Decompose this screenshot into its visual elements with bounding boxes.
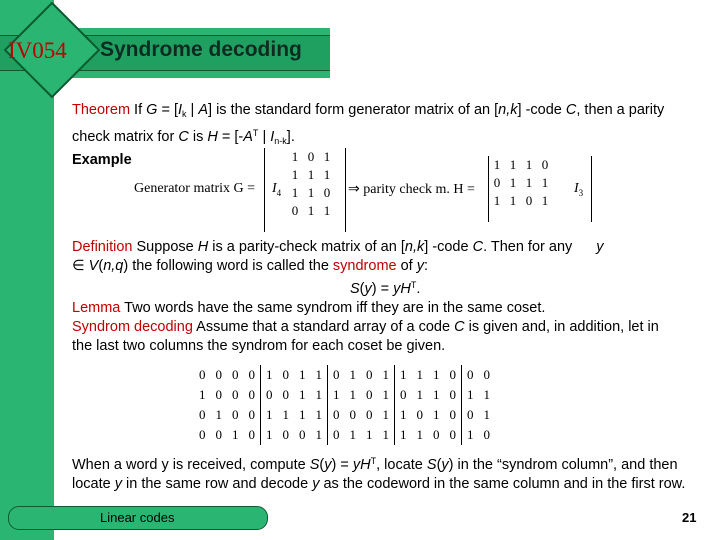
closing-paragraph: When a word y is received, compute $S(y) = yH^T$, locate S(y) in the “syndrom column”, and then locate y in the same row and decode y as the codeword in the same column and in the first row. [72,456,686,492]
array-cell: 0 [282,427,289,442]
syndrom-decoding-label: Syndrom decoding [72,319,193,335]
array-cell: 0 [215,427,222,442]
array-cell: 0 [433,427,440,442]
array-cell: 1 [215,407,222,422]
array-cell: 1 [416,367,423,382]
matrix-cell: 1 [291,149,299,164]
array-cell: 0 [366,407,373,422]
array-cell: 1 [395,405,412,425]
array-cell: 1 [433,367,440,382]
array-cell: 0 [366,367,373,382]
matrix-cell: 1 [509,175,517,190]
matrix-cell: 0 [525,193,533,208]
array-cell: 1 [282,407,289,422]
syndrome-word: syndrome [332,258,397,274]
matrix-cell: 1 [291,167,299,182]
array-cell: 1 [315,367,322,382]
matrix-cell: 1 [493,157,501,172]
page-number: 21 [682,510,697,525]
array-cell: 0 [328,365,345,385]
matrix-cell: 1 [493,193,501,208]
array-cell: 1 [232,427,239,442]
array-cell: 0 [248,387,255,402]
array-cell: 1 [382,367,389,382]
theorem-label: Theorem [72,102,131,118]
array-cell: 1 [462,425,479,445]
array-cell: 1 [416,427,423,442]
array-cell: 0 [248,427,255,442]
array-cell: 1 [349,367,356,382]
array-cell: 0 [449,427,456,442]
array-cell: 1 [433,387,440,402]
array-cell: 1 [395,425,412,445]
array-cell: 0 [416,407,423,422]
matrix-cell: 0 [291,203,299,218]
array-cell: 0 [328,425,345,445]
matrix-cell: 0 [323,185,331,200]
array-cell: 0 [349,407,356,422]
matrix-cell: 1 [525,157,533,172]
array-cell: 0 [215,387,222,402]
array-cell: 0 [395,385,412,405]
footer-label: Linear codes [100,510,175,525]
array-cell: 1 [433,407,440,422]
standard-array-table [194,365,495,445]
definition-paragraph: Definition Suppose H is a parity-check matrix of an [n,k] -code C. Then for any y ∈ V(n,q) the following word is called the syndrome of y: [72,239,604,274]
array-cell: 0 [462,405,479,425]
array-cell: 1 [315,387,322,402]
array-cell: 0 [328,405,345,425]
array-cell: 1 [261,405,278,425]
array-cell: 1 [261,425,278,445]
array-cell: 0 [232,387,239,402]
array-cell: 1 [315,427,322,442]
array-cell: 1 [299,387,306,402]
array-cell: 0 [449,407,456,422]
matrix-cell: 1 [525,175,533,190]
array-cell: 0 [366,387,373,402]
array-cell: 1 [349,387,356,402]
matrix-cell: 1 [307,185,315,200]
array-cell: 0 [199,427,206,442]
array-cell: 1 [349,427,356,442]
standard-array-row [194,385,495,405]
array-cell: 0 [199,367,206,382]
matrix-cell: 1 [307,203,315,218]
course-code: IV054 [8,38,67,63]
matrix-cell: 0 [541,157,549,172]
array-cell: 0 [261,385,278,405]
matrix-cell: 1 [307,167,315,182]
array-cell: 1 [382,387,389,402]
array-cell: 0 [282,387,289,402]
lemma-label: Lemma [72,300,121,316]
array-cell: 1 [299,367,306,382]
array-cell: 1 [483,407,490,422]
array-cell: 1 [416,387,423,402]
matrix-cell: 1 [509,157,517,172]
matrix-cell: 0 [307,149,315,164]
array-cell: 1 [395,365,412,385]
standard-array-row [194,425,495,445]
matrix-cell: 0 [493,175,501,190]
array-cell: 0 [462,365,479,385]
example-figure [134,148,590,232]
array-cell: 0 [248,407,255,422]
generator-matrix [264,148,346,232]
array-cell: 0 [483,427,490,442]
array-cell: 1 [261,365,278,385]
lemma-text: Two words have the same syndrom iff they are in the same coset. [124,300,546,316]
array-cell: 0 [449,367,456,382]
definition-block [72,238,702,356]
array-cell: 1 [328,385,345,405]
array-cell: 0 [483,367,490,382]
array-cell: 0 [282,367,289,382]
array-cell: 1 [382,407,389,422]
matrix-cell: 1 [291,185,299,200]
parity-arrow-label: ⇒ parity check m. H = [348,182,475,197]
array-cell: 1 [366,427,373,442]
array-cell: 1 [462,385,479,405]
array-cell: 1 [483,387,490,402]
array-cell: 0 [248,367,255,382]
matrix-cell: 1 [541,175,549,190]
matrix-cell: 1 [541,193,549,208]
array-cell: 0 [199,407,206,422]
generator-identity: $I_4$ [272,181,282,198]
array-cell: 1 [299,407,306,422]
matrix-cell: 1 [323,149,331,164]
matrix-cell: 1 [323,167,331,182]
standard-array-row [194,405,495,425]
lemma-paragraph [72,299,702,318]
array-cell: 0 [299,427,306,442]
array-cell: 0 [232,367,239,382]
definition-label: Definition [72,239,133,255]
syndrom-decoding-paragraph: Syndrom decoding Assume that a standard array of a code C is given and, in addition, let in the last two columns the syndrom for each coset be given. [72,319,659,354]
array-cell: 1 [315,407,322,422]
parity-identity: $I_3$ [574,181,584,198]
matrix-cell: 1 [509,193,517,208]
array-cell: 0 [232,407,239,422]
array-cell: 1 [382,427,389,442]
theorem-paragraph: Theorem If $G = [I_k$ | A] is the standard form generator matrix of an [n,k] -code C, then a parity check matrix for C is $H = [-A^T$ | $I_{n-k}$]. [72,102,665,146]
generator-label: Generator matrix G = [134,181,256,196]
array-cell: 1 [199,387,206,402]
example-label: Example [72,152,132,168]
array-cell: 0 [449,387,456,402]
slide-title: Syndrome decoding [100,38,302,61]
matrix-cell: 1 [323,203,331,218]
syndrome-formula: $S(y) = yH^T$. [350,280,421,297]
array-cell: 0 [215,367,222,382]
standard-array-row [194,365,495,385]
